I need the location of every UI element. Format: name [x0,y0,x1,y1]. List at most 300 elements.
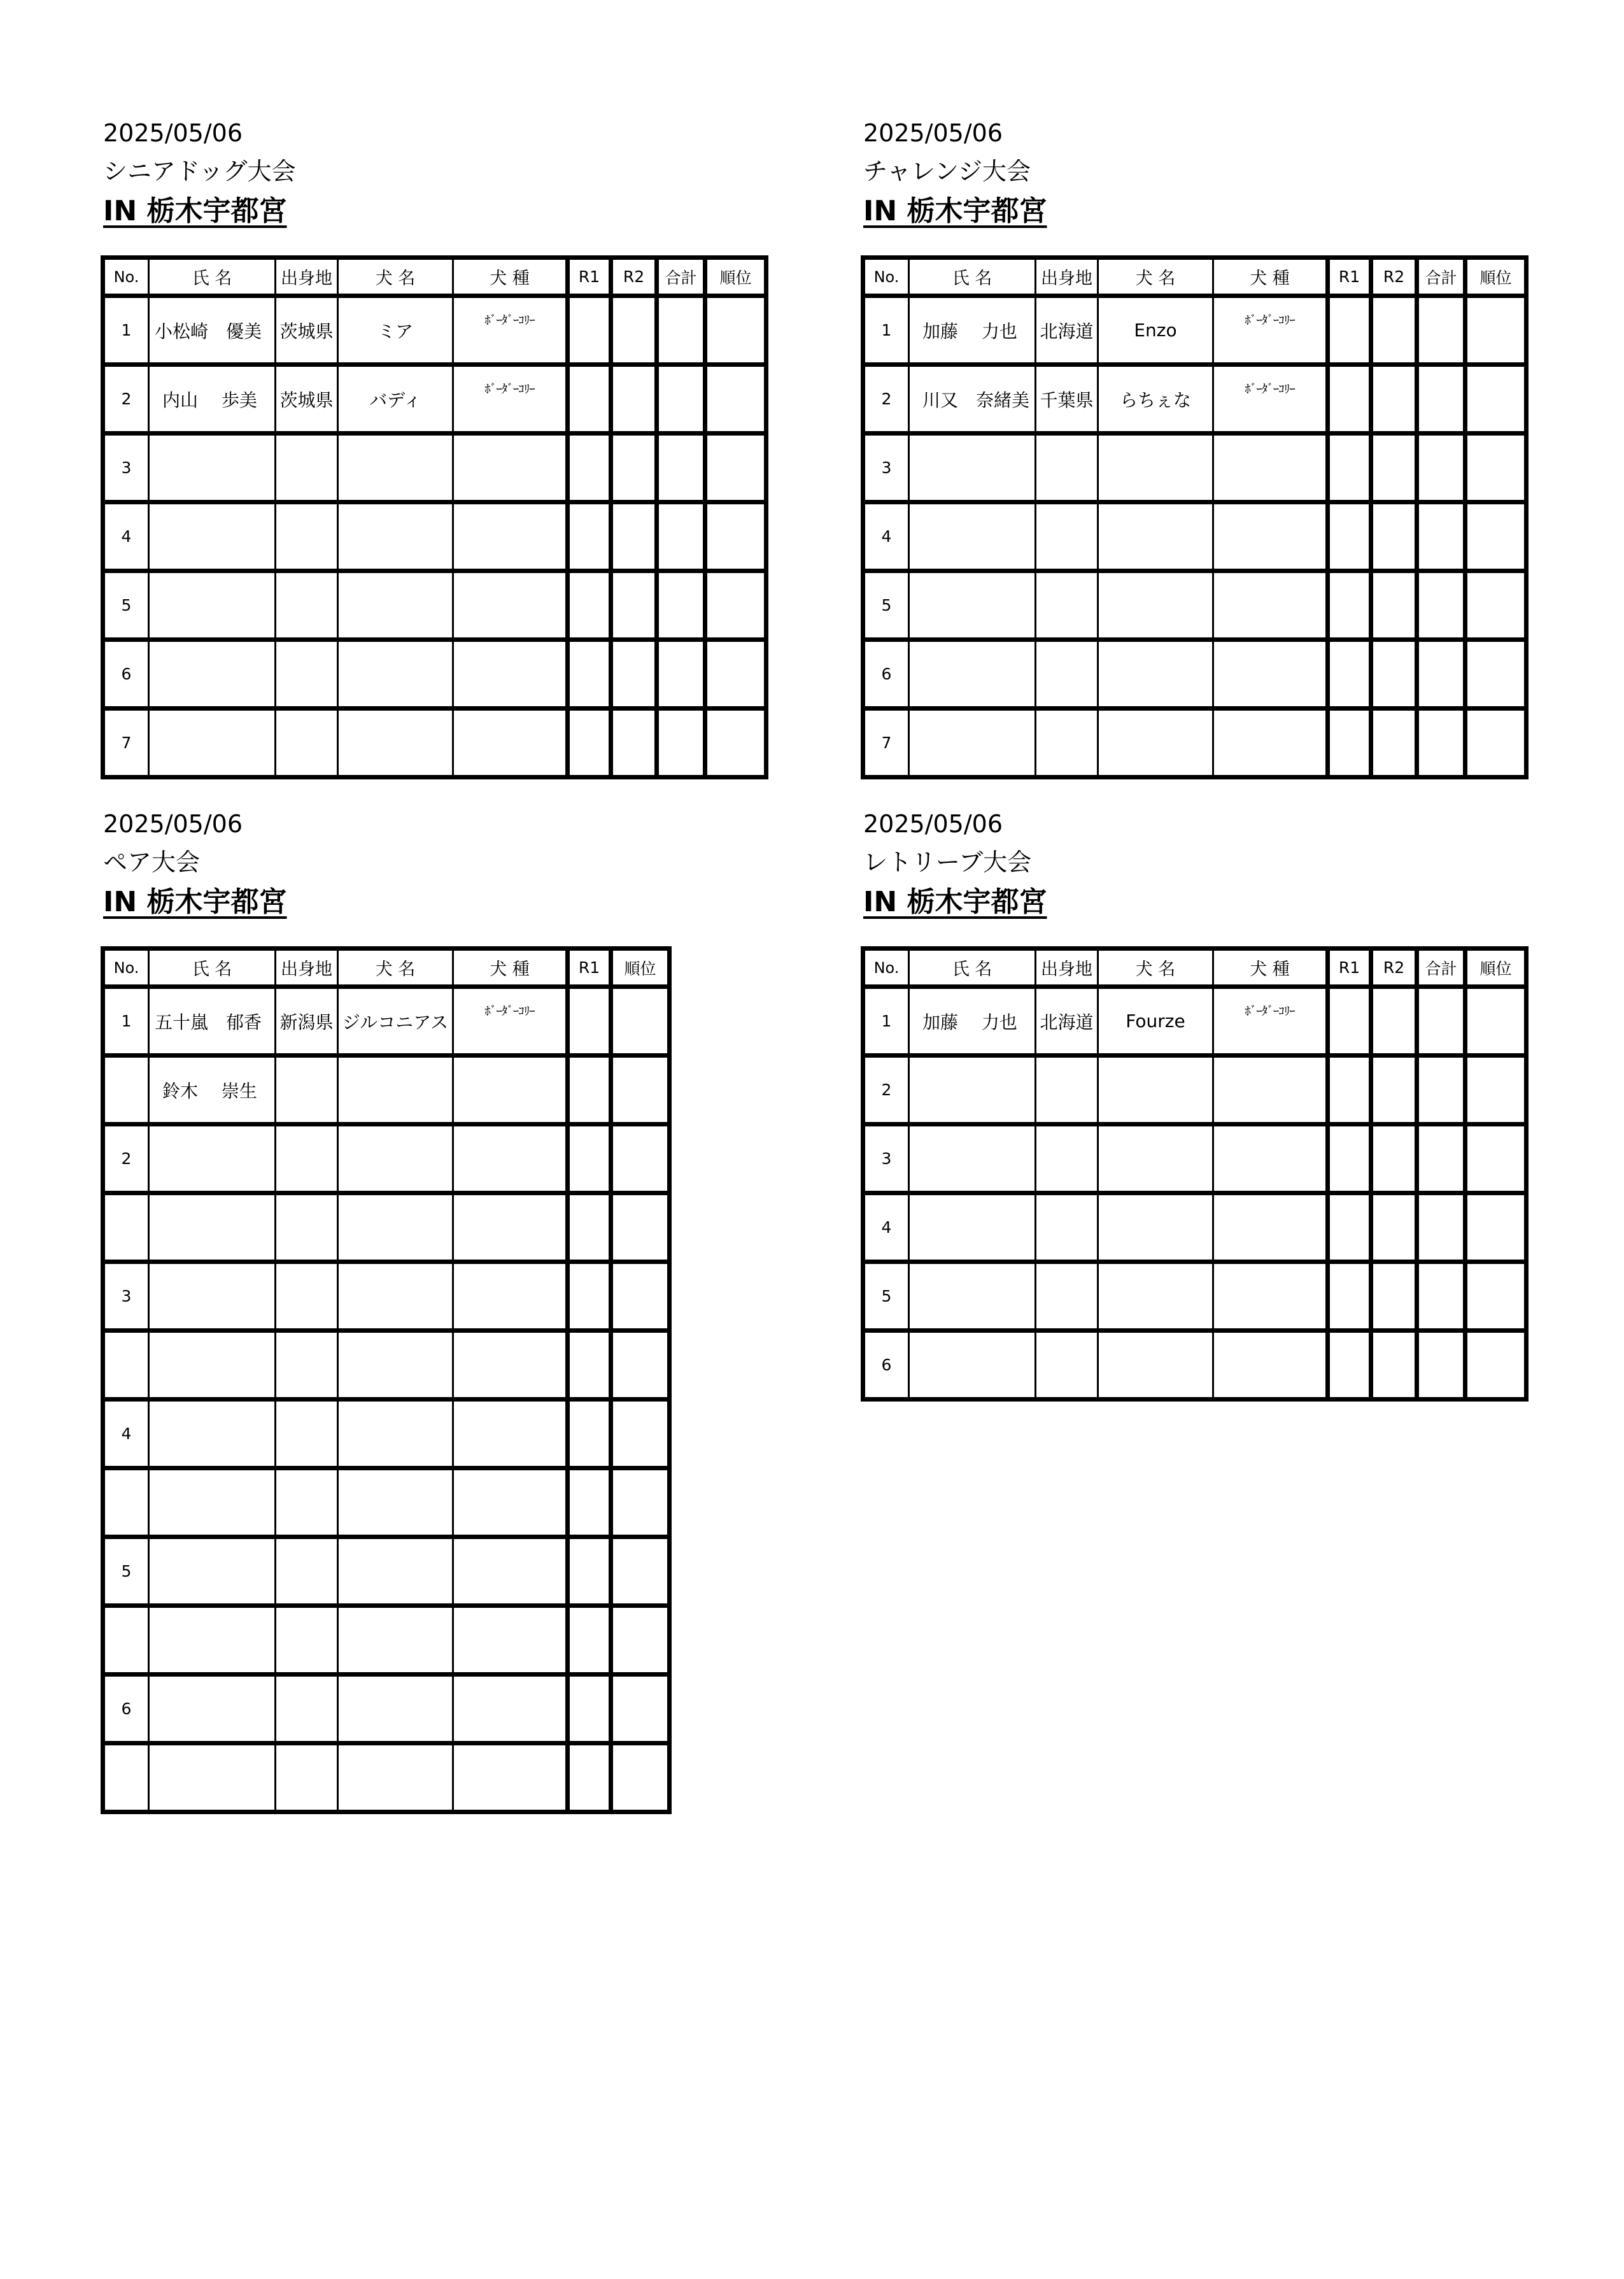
entry-pref[interactable] [276,1537,338,1606]
table-row [863,1262,1527,1331]
entry-total[interactable] [1417,1056,1465,1125]
entry-dog[interactable] [338,640,453,709]
entry-rank[interactable] [1465,1056,1527,1125]
entry-rank[interactable] [611,1606,670,1675]
entry-r2[interactable] [611,365,657,434]
entry-total[interactable] [1417,1125,1465,1193]
entry-rank[interactable] [611,1331,670,1400]
retrieve-header-row [863,949,1527,987]
entry-name[interactable] [149,640,276,709]
entry-no [103,1743,149,1812]
entry-rank[interactable] [1465,502,1527,571]
entry-rank[interactable] [705,434,766,502]
entry-r2[interactable] [1371,434,1417,502]
entry-breed[interactable] [453,1193,568,1262]
entry-breed[interactable] [453,1331,568,1400]
entry-r2[interactable] [1371,640,1417,709]
entry-pref[interactable] [276,1606,338,1675]
entry-r1[interactable] [568,987,611,1056]
entry-r2[interactable] [611,571,657,640]
entry-breed[interactable] [453,1400,568,1468]
entry-pref[interactable] [1036,502,1098,571]
header-pref: 出身地 [276,949,338,987]
entry-rank[interactable] [1465,571,1527,640]
entry-breed[interactable]: ﾎﾞｰﾀﾞｰｺﾘｰ [1213,987,1328,1056]
table-row [103,1606,670,1675]
entry-dog[interactable] [1098,709,1213,777]
entry-pref[interactable] [276,1743,338,1812]
entry-breed[interactable] [1213,709,1328,777]
entry-dog[interactable] [338,1331,453,1400]
entry-total[interactable] [657,709,705,777]
entry-r1[interactable] [1328,571,1371,640]
entry-pref[interactable] [276,1400,338,1468]
entry-r1[interactable] [1328,296,1371,365]
entry-breed[interactable] [1213,1262,1328,1331]
table-row [863,709,1527,777]
entry-name[interactable] [149,1125,276,1193]
entry-r2[interactable] [1371,1056,1417,1125]
header-name: 氏 名 [149,949,276,987]
entry-total[interactable] [1417,987,1465,1056]
entry-r1[interactable] [568,1331,611,1400]
entry-r1[interactable] [1328,1331,1371,1400]
entry-breed[interactable] [453,1468,568,1537]
entry-breed[interactable] [453,1125,568,1193]
entry-name[interactable] [149,709,276,777]
header-no: No. [103,949,149,987]
entry-dog[interactable] [338,1743,453,1812]
entry-name[interactable] [909,1331,1036,1400]
entry-breed[interactable] [453,709,568,777]
entry-breed[interactable] [1213,1125,1328,1193]
entry-name[interactable] [149,1743,276,1812]
entry-r2[interactable] [1371,365,1417,434]
entry-dog[interactable]: バディ [338,365,453,434]
entry-rank[interactable] [705,365,766,434]
entry-name[interactable]: 五十嵐 郁香 [149,987,276,1056]
entry-name[interactable]: 川又 奈緒美 [909,365,1036,434]
entry-total[interactable] [1417,365,1465,434]
entry-r2[interactable] [1371,571,1417,640]
pair-event-title: ペア大会 [103,848,201,876]
entry-dog[interactable] [338,1537,453,1606]
entry-total[interactable] [657,502,705,571]
entry-breed[interactable] [453,1056,568,1125]
header-dog: 犬 名 [338,258,453,296]
table-row [103,1262,670,1331]
entry-dog[interactable]: Enzo [1098,296,1213,365]
header-total: 合計 [1417,258,1465,296]
entry-breed[interactable] [1213,571,1328,640]
entry-breed[interactable] [1213,1056,1328,1125]
entry-name[interactable] [149,502,276,571]
senior-venue: IN 栃木宇都宮 [103,195,287,227]
entry-dog[interactable] [338,1606,453,1675]
entry-r1[interactable] [568,1193,611,1262]
entry-r2[interactable] [1371,296,1417,365]
entry-dog[interactable]: らちぇな [1098,365,1213,434]
entry-rank[interactable] [611,1537,670,1606]
entry-pref[interactable] [276,1125,338,1193]
entry-r1[interactable] [568,1056,611,1125]
entry-rank[interactable] [705,640,766,709]
entry-pref[interactable] [1036,571,1098,640]
entry-dog[interactable]: ジルコニアス [338,987,453,1056]
entry-dog[interactable] [1098,434,1213,502]
entry-pref[interactable]: 茨城県 [276,365,338,434]
entry-dog[interactable] [1098,1125,1213,1193]
header-dog: 犬 名 [338,949,453,987]
table-row [863,1125,1527,1193]
entry-r1[interactable] [568,1125,611,1193]
table-row [863,365,1527,434]
entry-rank[interactable] [611,1262,670,1331]
table-row [863,1331,1527,1400]
entry-r1[interactable] [568,1468,611,1537]
entry-total[interactable] [657,434,705,502]
entry-dog[interactable]: Fourze [1098,987,1213,1056]
entry-pref[interactable] [276,1056,338,1125]
entry-rank[interactable] [1465,434,1527,502]
entry-pref[interactable] [1036,434,1098,502]
entry-rank[interactable] [705,296,766,365]
entry-total[interactable] [657,640,705,709]
header-no: No. [103,258,149,296]
entry-r1[interactable] [1328,502,1371,571]
entry-pref[interactable]: 千葉県 [1036,365,1098,434]
challenge-date: 2025/05/06 [863,119,1003,147]
entry-rank[interactable] [1465,1193,1527,1262]
entry-breed[interactable] [453,1262,568,1331]
entry-rank[interactable] [1465,365,1527,434]
header-r2: R2 [611,258,657,296]
header-no: No. [863,949,909,987]
entry-no: 2 [103,1125,149,1193]
entry-pref[interactable] [276,640,338,709]
entry-total[interactable] [1417,502,1465,571]
entry-dog[interactable] [1098,1331,1213,1400]
entry-pref[interactable] [276,434,338,502]
entry-no [103,1331,149,1400]
entry-r2[interactable] [611,640,657,709]
table-row [863,640,1527,709]
entry-r2[interactable] [611,709,657,777]
entry-r1[interactable] [1328,1193,1371,1262]
entry-pref[interactable]: 茨城県 [276,296,338,365]
entry-rank[interactable] [1465,296,1527,365]
header-breed: 犬 種 [453,949,568,987]
entry-breed[interactable] [453,502,568,571]
entry-r1[interactable] [1328,640,1371,709]
entry-no: 3 [103,1262,149,1331]
entry-rank[interactable] [705,571,766,640]
header-pref: 出身地 [276,258,338,296]
entry-pref[interactable] [276,1262,338,1331]
header-pref: 出身地 [1036,949,1098,987]
header-total: 合計 [657,258,705,296]
entry-no: 6 [863,640,909,709]
entry-r2[interactable] [1371,709,1417,777]
entry-dog[interactable]: ミア [338,296,453,365]
entry-name[interactable] [909,640,1036,709]
pair-venue: IN 栃木宇都宮 [103,886,287,918]
entry-dog[interactable] [338,1262,453,1331]
header-breed: 犬 種 [453,258,568,296]
entry-r2[interactable] [611,502,657,571]
entry-breed[interactable] [1213,434,1328,502]
entry-dog[interactable] [338,1468,453,1537]
table-row [103,296,766,365]
table-row [863,571,1527,640]
entry-pref[interactable] [276,1331,338,1400]
entry-breed[interactable]: ﾎﾞｰﾀﾞｰｺﾘｰ [453,296,568,365]
entry-rank[interactable] [611,987,670,1056]
entry-dog[interactable] [1098,502,1213,571]
entry-total[interactable] [1417,1262,1465,1331]
entry-name[interactable]: 内山 歩美 [149,365,276,434]
entry-pref[interactable] [276,1193,338,1262]
entry-breed[interactable]: ﾎﾞｰﾀﾞｰｺﾘｰ [453,987,568,1056]
entry-total[interactable] [1417,1193,1465,1262]
header-r1: R1 [1328,949,1371,987]
entry-r1[interactable] [1328,1125,1371,1193]
entry-breed[interactable] [1213,1193,1328,1262]
entry-breed[interactable] [453,1743,568,1812]
entry-pref[interactable]: 新潟県 [276,987,338,1056]
entry-breed[interactable] [453,640,568,709]
entry-no: 7 [863,709,909,777]
entry-name[interactable] [149,1606,276,1675]
entry-no [103,1606,149,1675]
entry-r1[interactable] [568,1675,611,1743]
header-r2: R2 [1371,949,1417,987]
entry-name[interactable] [149,1400,276,1468]
entry-pref[interactable] [276,502,338,571]
table-row [103,571,766,640]
header-name: 氏 名 [909,949,1036,987]
entry-no: 2 [863,365,909,434]
entry-rank[interactable] [1465,1262,1527,1331]
entry-name[interactable] [909,502,1036,571]
entry-rank[interactable] [611,1400,670,1468]
entry-rank[interactable] [611,1675,670,1743]
entry-rank[interactable] [611,1743,670,1812]
entry-r2[interactable] [1371,1193,1417,1262]
entry-pref[interactable] [276,709,338,777]
entry-name[interactable]: 小松崎 優美 [149,296,276,365]
entry-total[interactable] [657,365,705,434]
entry-dog[interactable] [1098,1262,1213,1331]
entry-total[interactable] [1417,1331,1465,1400]
entry-r2[interactable] [611,434,657,502]
entry-dog[interactable] [1098,1056,1213,1125]
entry-name[interactable] [149,1675,276,1743]
entry-pref[interactable] [1036,709,1098,777]
entry-name[interactable] [149,571,276,640]
entry-dog[interactable] [338,1675,453,1743]
entry-no: 3 [863,434,909,502]
entry-r1[interactable] [568,365,611,434]
entry-name[interactable] [149,1468,276,1537]
entry-name[interactable] [909,1125,1036,1193]
entry-r2[interactable] [1371,1331,1417,1400]
table-row [103,502,766,571]
entry-total[interactable] [657,296,705,365]
entry-breed[interactable] [453,1537,568,1606]
entry-r2[interactable] [611,296,657,365]
entry-pref[interactable] [276,1468,338,1537]
header-rank: 順位 [1465,949,1527,987]
entry-name[interactable] [149,1331,276,1400]
entry-name[interactable]: 加藤 力也 [909,987,1036,1056]
header-rank: 順位 [1465,258,1527,296]
entry-r1[interactable] [568,709,611,777]
entry-breed[interactable] [1213,640,1328,709]
table-row [103,1400,670,1468]
entry-r2[interactable] [1371,1262,1417,1331]
entry-r1[interactable] [1328,365,1371,434]
entry-no: 1 [863,296,909,365]
entry-pref[interactable] [1036,1262,1098,1331]
table-row [103,640,766,709]
entry-r1[interactable] [1328,987,1371,1056]
entry-total[interactable] [1417,640,1465,709]
entry-rank[interactable] [1465,1125,1527,1193]
entry-name[interactable] [909,1056,1036,1125]
entry-total[interactable] [1417,709,1465,777]
entry-pref[interactable] [1036,1125,1098,1193]
entry-r1[interactable] [1328,709,1371,777]
entry-total[interactable] [1417,434,1465,502]
entry-r1[interactable] [568,1400,611,1468]
entry-dog[interactable] [338,1193,453,1262]
entry-dog[interactable] [338,709,453,777]
entry-total[interactable] [657,571,705,640]
entry-breed[interactable] [1213,1331,1328,1400]
senior-entry-table [101,255,768,779]
entry-r1[interactable] [1328,434,1371,502]
header-dog: 犬 名 [1098,949,1213,987]
entry-r2[interactable] [1371,502,1417,571]
entry-name[interactable] [909,709,1036,777]
table-row [103,1056,670,1125]
header-total: 合計 [1417,949,1465,987]
header-rank: 順位 [705,258,766,296]
retrieve-event-title: レトリーブ大会 [863,848,1032,876]
header-r1: R1 [1328,258,1371,296]
entry-r1[interactable] [568,296,611,365]
entry-name[interactable] [149,1193,276,1262]
entry-r1[interactable] [568,571,611,640]
entry-r1[interactable] [568,1262,611,1331]
entry-rank[interactable] [1465,987,1527,1056]
header-pref: 出身地 [1036,258,1098,296]
entry-r1[interactable] [1328,1262,1371,1331]
entry-name[interactable] [149,434,276,502]
entry-dog[interactable] [338,502,453,571]
table-row [103,987,670,1056]
entry-rank[interactable] [611,1056,670,1125]
entry-rank[interactable] [611,1468,670,1537]
entry-name[interactable] [909,571,1036,640]
entry-r1[interactable] [568,640,611,709]
entry-pref[interactable] [1036,1193,1098,1262]
entry-rank[interactable] [705,709,766,777]
entry-breed[interactable] [453,434,568,502]
entry-pref[interactable]: 北海道 [1036,987,1098,1056]
entry-pref[interactable]: 北海道 [1036,296,1098,365]
entry-dog[interactable] [338,1125,453,1193]
entry-dog[interactable] [338,1056,453,1125]
entry-r2[interactable] [1371,987,1417,1056]
entry-breed[interactable] [453,1675,568,1743]
entry-no: 7 [103,709,149,777]
header-dog: 犬 名 [1098,258,1213,296]
entry-r2[interactable] [1371,1125,1417,1193]
entry-name[interactable] [149,1262,276,1331]
entry-r1[interactable] [568,434,611,502]
entry-pref[interactable] [1036,1056,1098,1125]
entry-r1[interactable] [1328,1056,1371,1125]
entry-dog[interactable] [1098,640,1213,709]
entry-no: 5 [103,1537,149,1606]
table-row [103,1537,670,1606]
entry-pref[interactable] [276,571,338,640]
entry-rank[interactable] [1465,640,1527,709]
entry-rank[interactable] [1465,709,1527,777]
entry-r1[interactable] [568,1537,611,1606]
entry-dog[interactable] [338,1400,453,1468]
entry-breed[interactable]: ﾎﾞｰﾀﾞｰｺﾘｰ [1213,365,1328,434]
entry-rank[interactable] [611,1193,670,1262]
entry-pref[interactable] [276,1675,338,1743]
entry-no: 5 [103,571,149,640]
entry-name[interactable]: 加藤 力也 [909,296,1036,365]
entry-no: 3 [863,1125,909,1193]
entry-r1[interactable] [568,1606,611,1675]
entry-pref[interactable] [1036,1331,1098,1400]
entry-breed[interactable] [453,1606,568,1675]
entry-breed[interactable] [453,571,568,640]
entry-pref[interactable] [1036,640,1098,709]
entry-total[interactable] [1417,296,1465,365]
entry-name[interactable] [909,1262,1036,1331]
table-row [103,365,766,434]
entry-breed[interactable] [1213,502,1328,571]
entry-r1[interactable] [568,502,611,571]
entry-dog[interactable] [1098,1193,1213,1262]
entry-breed[interactable]: ﾎﾞｰﾀﾞｰｺﾘｰ [453,365,568,434]
senior-header-row [103,258,766,296]
entry-dog[interactable] [338,571,453,640]
entry-no: 6 [103,1675,149,1743]
table-row [863,434,1527,502]
entry-rank[interactable] [1465,1331,1527,1400]
entry-name[interactable]: 鈴木 崇生 [149,1056,276,1125]
entry-r1[interactable] [568,1743,611,1812]
entry-dog[interactable] [1098,571,1213,640]
entry-name[interactable] [149,1537,276,1606]
entry-breed[interactable]: ﾎﾞｰﾀﾞｰｺﾘｰ [1213,296,1328,365]
entry-name[interactable] [909,1193,1036,1262]
entry-total[interactable] [1417,571,1465,640]
entry-dog[interactable] [338,434,453,502]
entry-name[interactable] [909,434,1036,502]
challenge-entry-table [861,255,1529,779]
entry-rank[interactable] [705,502,766,571]
entry-rank[interactable] [611,1125,670,1193]
